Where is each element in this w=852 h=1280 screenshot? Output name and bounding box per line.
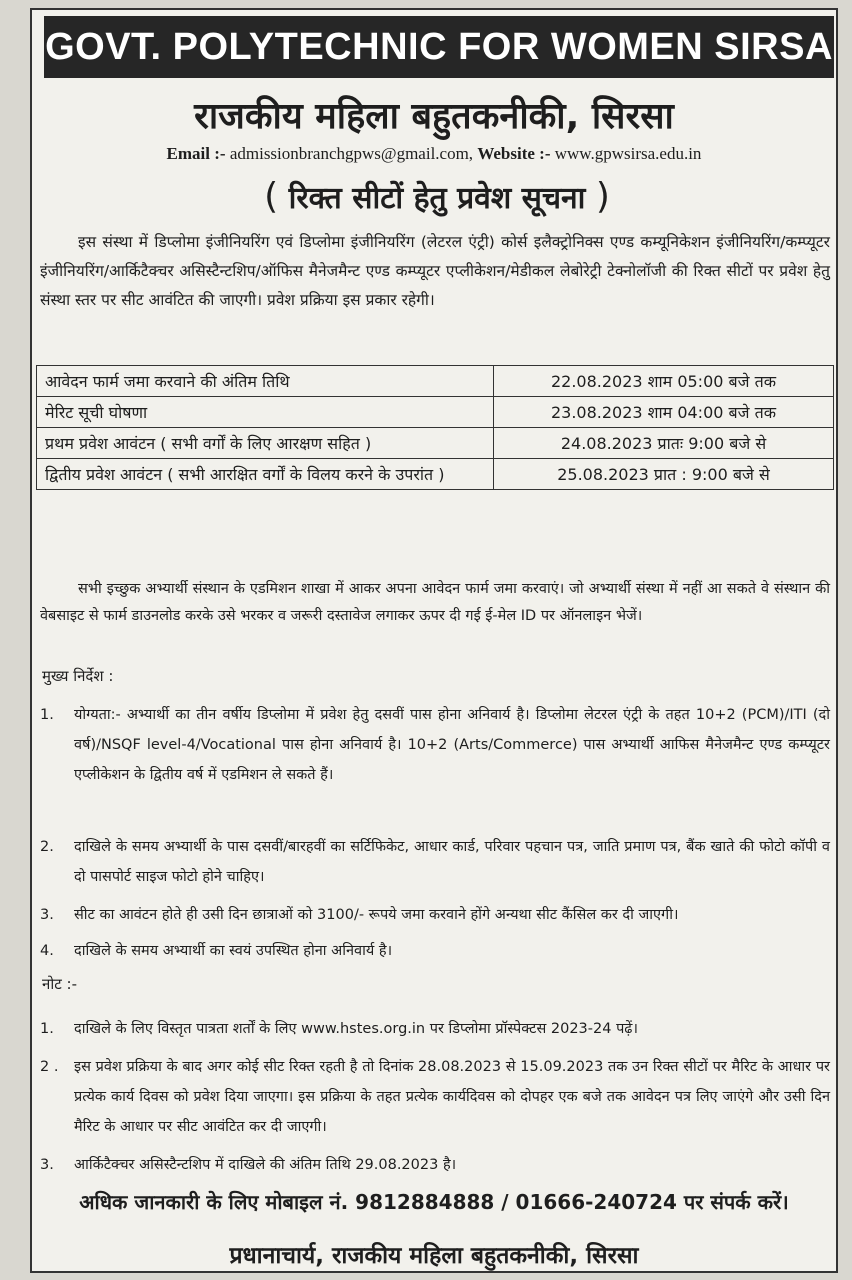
item-number: 4.: [40, 943, 54, 959]
item-text: आर्किटैक्चर असिस्टैन्टशिप में दाखिले की अंतिम तिथि 29.08.2023 है।: [74, 1157, 457, 1173]
item-number: 1.: [40, 707, 54, 723]
schedule-label: द्वितीय प्रवेश आवंटन ( सभी आरक्षित वर्गों के विलय करने के उपरांत ): [37, 459, 494, 490]
schedule-label: आवेदन फार्म जमा करवाने की अंतिम तिथि: [37, 366, 494, 397]
item-text: दाखिले के लिए विस्तृत पात्रता शर्तों के लिए www.hstes.org.in पर डिप्लोमा प्रॉस्पेक्टस 2023-24 पढ़ें।: [74, 1021, 638, 1037]
email-label: Email :-: [166, 144, 226, 163]
item-number: 1.: [40, 1021, 54, 1037]
website-label: Website :-: [477, 144, 551, 163]
instruction-item: [40, 700, 830, 790]
item-number: 2.: [40, 839, 54, 855]
instructions-heading: मुख्य निर्देश :: [42, 667, 114, 685]
email-address[interactable]: admissionbranchgpws@gmail.com,: [229, 144, 474, 163]
table-row: [37, 459, 834, 490]
website-url[interactable]: www.gpwsirsa.edu.in: [554, 144, 702, 163]
item-text: दाखिले के समय अभ्यार्थी का स्वयं उपस्थित होना अनिवार्य है।: [74, 943, 393, 959]
item-text: योग्यता:- अभ्यार्थी का तीन वर्षीय डिप्लोमा में प्रवेश हेतु दसवीं पास होना अनिवार्य है। डिप्लोमा लेटरल एंट्री के तहत 10+2 (PCM)/ITI (दो वर्ष)/NSQF level-4/Vocational पास होना अनिवार्य है। 10+2 (Arts/Commerce) पास अभ्यार्थी आफिस मैनेजमैन्ट एण्ड कम्प्यूटर एप्लीकेशन के द्वितीय वर्ष में एडमिशन ले सकते हैं।: [74, 707, 830, 783]
notes-heading: नोट :-: [42, 975, 78, 993]
intro-paragraph: इस संस्था में डिप्लोमा इंजीनियरिंग एवं डिप्लोमा इंजीनियरिंग (लेटरल एंट्री) कोर्स इलैक्ट्रोनिक्स एण्ड कम्यूनिकेशन इंजीनियरिंग/कम्प्यूटर इंजीनियरिंग/आर्किटैक्चर असिस्टैन्टशिप/ऑफिस मैनेजमैन्ट एण्ड कम्प्यूटर एप्लीकेशन/मेडीकल लेबोरेट्री टेक्नोलॉजी की रिक्त सीटों पर प्रवेश हेतु संस्था स्तर पर सीट आवंटित की जाएगी। प्रवेश प्रक्रिया इस प्रकार रहेगी।: [40, 233, 830, 309]
schedule-value: 25.08.2023 प्रात : 9:00 बजे से: [494, 459, 834, 490]
schedule-value: 22.08.2023 शाम 05:00 बजे तक: [494, 366, 834, 397]
notice-paper: [30, 8, 838, 1273]
notice-title: रिक्त सीटों हेतु प्रवेश सूचना: [288, 181, 586, 216]
principal-signature: प्रधानाचार्य, राजकीय महिला बहुतकनीकी, सिरसा: [229, 1243, 639, 1269]
open-paren-decoration: (: [264, 176, 279, 217]
item-text: इस प्रवेश प्रक्रिया के बाद अगर कोई सीट रिक्त रहती है तो दिनांक 28.08.2023 से 15.09.2023 तक उन रिक्त सीटों पर मैरिट के आधार पर प्रत्येक कार्य दिवस को प्रवेश दिया जाएगा। इस प्रक्रिया के तहत प्रत्येक कार्यदिवस को दोपहर एक बजे तक आवेदन पत्र लिए जाएंगे और उसी दिन मैरिट के आधार पर सीट आवंटित कर दी जाएगी।: [74, 1059, 830, 1135]
table-row: [37, 397, 834, 428]
item-text: सीट का आवंटन होते ही उसी दिन छात्राओं को 3100/- रूपये जमा करवाने होंगे अन्यथा सीट कैंसिल कर दी जाएगी।: [74, 907, 679, 923]
institute-hindi-title: राजकीय महिला बहुतकनीकी, सिरसा: [194, 96, 674, 137]
instruction-item: [40, 900, 830, 930]
item-number: 2 .: [40, 1059, 59, 1075]
footer-contact-line: अधिक जानकारी के लिए मोबाइल नं. 9812884888 / 01666-240724 पर संपर्क करें।: [79, 1190, 789, 1214]
schedule-label: प्रथम प्रवेश आवंटन ( सभी वर्गों के लिए आरक्षण सहित ): [37, 428, 494, 459]
item-number: 3.: [40, 907, 54, 923]
instruction-item: [40, 936, 830, 966]
note-item: [40, 1052, 830, 1142]
schedule-value: 23.08.2023 शाम 04:00 बजे तक: [494, 397, 834, 428]
note-item: [40, 1150, 830, 1180]
table-row: [37, 366, 834, 397]
table-row: [37, 428, 834, 459]
schedule-value: 24.08.2023 प्रातः 9:00 बजे से: [494, 428, 834, 459]
item-text: दाखिले के समय अभ्यार्थी के पास दसवीं/बारहवीं का सर्टिफिकेट, आधार कार्ड, परिवार पहचान पत्र, जाति प्रमाण पत्र, बैंक खाते की फोटो कॉपी व दो पासपोर्ट साइज फोटो होने चाहिए।: [74, 839, 830, 885]
notice-title-box: [252, 174, 622, 220]
close-paren-decoration: ): [595, 176, 610, 217]
apply-paragraph: सभी इच्छुक अभ्यार्थी संस्थान के एडमिशन शाखा में आकर अपना आवेदन फार्म जमा करवाएं। जो अभ्यार्थी संस्था में नहीं आ सकते वे संस्थान की वेबसाइट से फार्म डाउनलोड करके उसे भरकर व जरूरी दस्तावेज लगाकर ऊपर दी गई ई-मेल ID पर ऑनलाइन भेजें।: [40, 581, 830, 624]
instruction-item: [40, 832, 830, 892]
schedule-label: मेरिट सूची घोषणा: [37, 397, 494, 428]
item-number: 3.: [40, 1157, 54, 1173]
institute-english-title: GOVT. POLYTECHNIC FOR WOMEN SIRSA: [44, 16, 834, 78]
schedule-table: [36, 365, 834, 490]
contact-line: [32, 144, 836, 164]
note-item: [40, 1014, 830, 1044]
